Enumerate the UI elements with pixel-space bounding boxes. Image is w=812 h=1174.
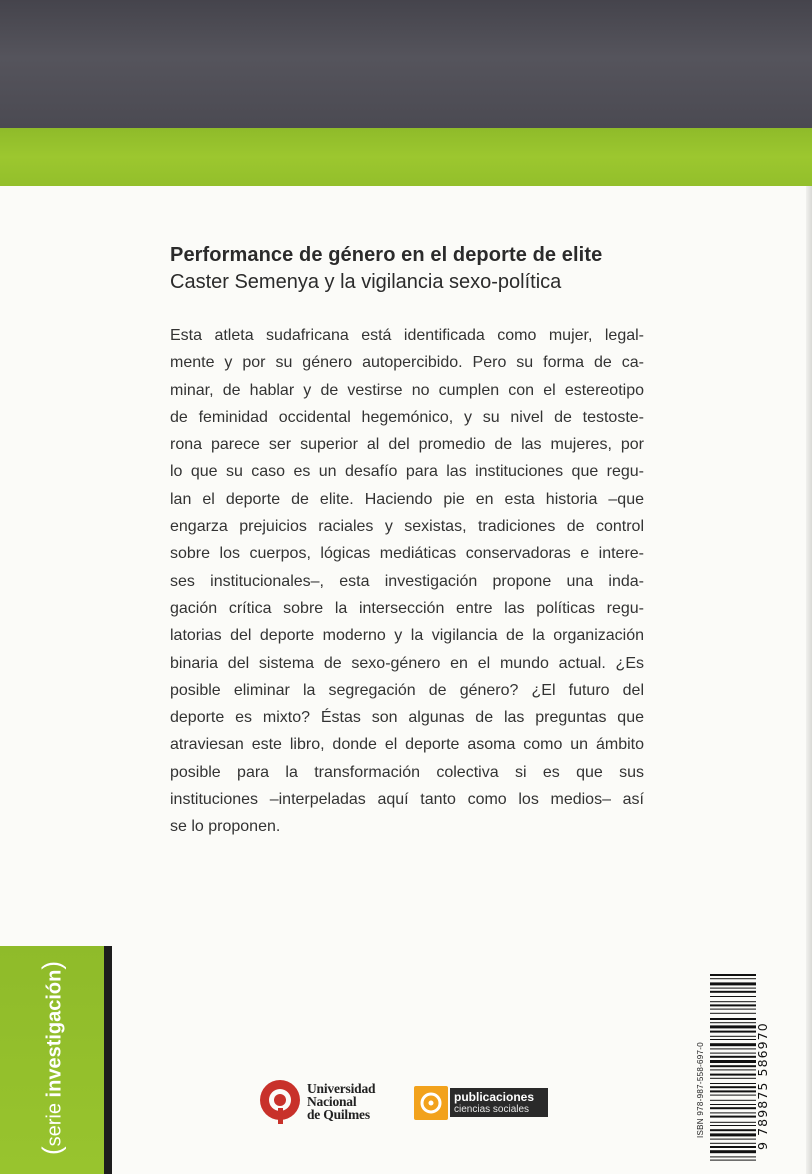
barcode-bar — [710, 1043, 756, 1046]
barcode-bar — [710, 1129, 756, 1131]
barcode-bar — [710, 1053, 756, 1054]
barcode-bar — [710, 1031, 756, 1033]
blurb-line: atraviesan este libro, donde el deporte asoma como un ámbito — [170, 736, 644, 754]
barcode-bar — [710, 1022, 756, 1023]
blurb-line: se lo proponen. — [170, 818, 281, 836]
blurb-line: ses institucionales–, esta investigación propone una inda- — [170, 572, 644, 590]
barcode-bar — [710, 1039, 756, 1040]
unq-q-icon — [258, 1078, 302, 1124]
series-label — [37, 961, 68, 1155]
barcode-bar — [710, 1056, 756, 1058]
barcode-bar — [710, 988, 756, 989]
isbn-label: ISBN 978-987-558-697-0 — [696, 1042, 705, 1138]
barcode-bar — [710, 1074, 756, 1076]
blurb-line: minar, de hablar y de vestirse no cumplen con el estereotipo — [170, 381, 644, 399]
barcode-bar — [710, 1065, 756, 1067]
publicaciones-logo — [414, 1086, 554, 1120]
barcode-bar — [710, 1107, 756, 1109]
barcode-bar — [710, 1004, 756, 1006]
top-color-band — [0, 0, 812, 128]
blurb-line: instituciones –interpeladas aquí tanto como los medios– así — [170, 791, 644, 809]
book-title: Performance de género en el deporte de elite — [170, 244, 603, 266]
blurb-line: posible eliminar la segregación de género? ¿El futuro del — [170, 681, 644, 699]
barcode-bar — [710, 1009, 756, 1010]
blurb-line: sobre los cuerpos, lógicas mediáticas conservadoras e intere- — [170, 545, 644, 563]
blurb-line: lan el deporte de elite. Haciendo pie en esta historia –que — [170, 490, 644, 508]
blurb-line: mente y por su género autopercibido. Pero su forma de ca- — [170, 354, 644, 372]
back-cover-blurb — [170, 322, 644, 841]
barcode-bar — [710, 1060, 756, 1063]
publicaciones-mark-icon — [414, 1086, 448, 1120]
blurb-line: lo que su caso es un desafío para las instituciones que regu- — [170, 463, 644, 481]
barcode-bar — [710, 1069, 756, 1070]
green-color-band — [0, 128, 812, 186]
unq-line-1: Universidad — [307, 1081, 376, 1096]
barcode-bar — [710, 1133, 756, 1136]
barcode-bar — [710, 982, 756, 985]
barcode-bar — [710, 996, 756, 997]
barcode-bar — [710, 1083, 756, 1084]
book-subtitle: Caster Semenya y la vigilancia sexo-política — [170, 271, 562, 293]
series-open-paren: ( — [36, 1146, 67, 1156]
blurb-line: rona parece ser superior al del promedio de las mujeres, por — [170, 436, 644, 454]
barcode-bar — [710, 1146, 756, 1148]
barcode-bar — [710, 1122, 756, 1123]
barcode-bar — [710, 1112, 756, 1113]
barcode-bar — [710, 991, 756, 993]
barcode-bar — [710, 1143, 756, 1144]
barcode-bar — [710, 1001, 756, 1002]
barcode-bar — [710, 1018, 756, 1020]
barcode-bar — [710, 1100, 756, 1101]
barcode-digits: 9 789875 586970 — [755, 1022, 770, 1150]
publicaciones-box — [450, 1088, 548, 1117]
unq-logo — [258, 1078, 388, 1128]
unq-line-2: Nacional — [307, 1094, 357, 1109]
barcode-bar — [710, 1160, 756, 1161]
barcode-bar — [710, 1078, 756, 1079]
publicaciones-subtitle: ciencias sociales — [454, 1104, 530, 1115]
barcode-bar — [710, 1156, 756, 1157]
publicaciones-symbol-icon — [414, 1086, 448, 1120]
blurb-line: Esta atleta sudafricana está identificada como mujer, legal- — [170, 327, 644, 344]
barcode-bar — [710, 1150, 756, 1153]
barcode-bar — [710, 1036, 756, 1037]
series-divider — [104, 946, 112, 1174]
blurb-line: posible para la transformación colectiva si es que sus — [170, 763, 644, 781]
barcode-bar — [710, 1025, 756, 1028]
cover-edge — [806, 186, 812, 1174]
blurb-line: binaria del sistema de sexo-género en el mundo actual. ¿Es — [170, 654, 644, 672]
barcode-bar — [710, 1086, 756, 1088]
barcode-bar — [710, 1048, 756, 1049]
series-close-paren: ) — [36, 960, 67, 970]
series-prefix: serie — [43, 1097, 66, 1147]
blurb-line: engarza prejuicios raciales y sexistas, tradiciones de control — [170, 518, 644, 536]
barcode-bar — [710, 1095, 756, 1096]
series-name: investigación — [43, 969, 66, 1098]
barcode-bar — [710, 1090, 756, 1092]
barcode-bar — [710, 1104, 756, 1105]
blurb-line: latorias del deporte moderno y la vigilancia de la organización — [170, 627, 644, 645]
unq-line-3: de Quilmes — [307, 1107, 370, 1122]
barcode-bar — [710, 1139, 756, 1140]
barcode-bar — [710, 1125, 756, 1126]
publicaciones-title: publicaciones — [454, 1090, 535, 1104]
unq-wordmark — [307, 1082, 375, 1121]
barcode-bar — [710, 974, 756, 976]
blurb-line: deporte es mixto? Éstas son algunas de las preguntas que — [170, 709, 644, 727]
barcode-bar — [710, 1116, 756, 1118]
blurb-line: de feminidad occidental hegemónico, y su nivel de testoste- — [170, 408, 644, 426]
barcode-bar — [710, 978, 756, 979]
barcode-bar — [710, 1013, 756, 1014]
blurb-line: gación crítica sobre la intersección entre las políticas regu- — [170, 599, 644, 617]
